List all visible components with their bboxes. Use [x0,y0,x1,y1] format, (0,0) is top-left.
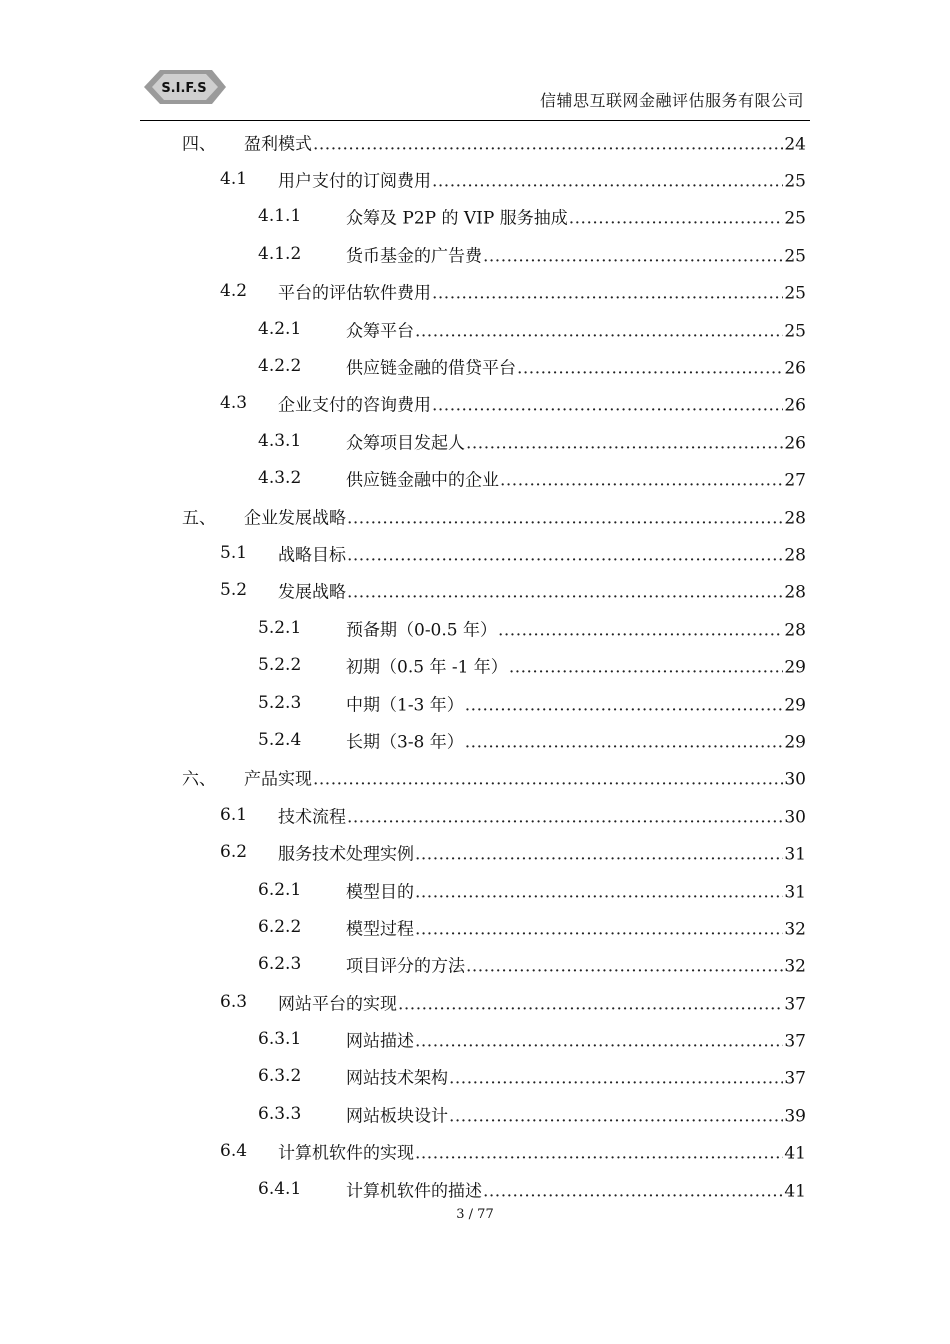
toc-entry-line [346,1027,806,1052]
toc-entry[interactable] [0,572,950,609]
toc-entry-line [346,727,806,752]
toc-entry-number: 5.1 [220,542,248,563]
toc-entry-line [244,765,806,790]
toc-entry-line [346,466,806,491]
toc-entry-line [346,877,806,902]
toc-entry-number: 5.2.2 [258,655,302,676]
toc-entry[interactable] [0,721,950,758]
toc-entry-number: 4.3 [220,393,248,414]
toc-entry-title: 计算机软件的描述 [346,1181,482,1202]
toc-entry-number: 6.2.3 [258,954,302,975]
toc-dot-leader [415,845,783,865]
toc-entry[interactable] [0,422,950,459]
company-name: 信辅思互联网金融评估服务有限公司 [539,91,804,110]
toc-entry[interactable] [0,871,950,908]
toc-entry-title: 计算机软件的实现 [278,1143,414,1164]
toc-entry-title: 供应链金融中的企业 [346,470,499,491]
toc-entry-line [346,1101,806,1126]
toc-dot-leader [498,620,783,640]
toc-entry-page: 25 [784,171,806,192]
toc-entry-title: 预备期（0-0.5 年） [346,620,497,641]
toc-entry[interactable] [0,198,950,235]
toc-entry-title: 众筹及 P2P 的 VIP 服务抽成 [346,208,568,229]
toc-entry-title: 模型目的 [346,882,414,902]
toc-entry[interactable] [0,123,950,160]
toc-entry-number: 四、 [182,134,216,155]
toc-entry-page: 37 [784,1068,806,1089]
toc-entry-page: 37 [784,994,806,1015]
toc-entry-page: 32 [784,956,806,977]
toc-entry-line [278,540,806,565]
toc-entry-page: 30 [784,769,806,790]
toc-dot-leader [483,246,783,266]
toc-entry-title: 众筹平台 [346,321,414,342]
toc-dot-leader [483,1181,783,1201]
toc-dot-leader [313,134,783,154]
toc-dot-leader [415,321,783,341]
toc-dot-leader [432,172,783,192]
toc-entry[interactable] [0,160,950,197]
toc-entry[interactable] [0,1170,950,1207]
toc-entry-title: 项目评分的方法 [346,956,465,977]
toc-dot-leader [509,658,784,678]
toc-entry-number: 6.4 [220,1141,248,1162]
toc-entry-title: 网站平台的实现 [278,994,397,1015]
toc-entry-page: 32 [784,919,806,940]
toc-entry-title: 用户支付的订阅费用 [278,171,431,192]
toc-entry-line [346,428,806,453]
toc-entry-line [278,279,806,304]
toc-entry-number: 6.2.1 [258,879,302,900]
toc-dot-leader [500,471,783,491]
toc-entry-number: 4.1.1 [258,206,302,227]
toc-entry-number: 6.1 [220,804,248,825]
toc-entry-page: 29 [784,695,806,716]
toc-entry[interactable] [0,609,950,646]
toc-entry-line [244,503,806,528]
toc-dot-leader [398,994,783,1014]
toc-entry-line [278,391,806,416]
toc-entry-title: 供应链金融的借贷平台 [346,358,516,379]
toc-entry[interactable] [0,497,950,534]
toc-entry-title: 平台的评估软件费用 [278,283,431,304]
toc-entry-line [278,1139,806,1164]
toc-dot-leader [449,1106,783,1126]
toc-entry-page: 28 [784,545,806,566]
toc-entry[interactable] [0,310,950,347]
toc-entry-title: 网站描述 [346,1031,414,1052]
toc-dot-leader [465,732,784,752]
toc-dot-leader [432,284,783,304]
toc-entry-title: 企业支付的咨询费用 [278,395,431,416]
toc-entry-number: 5.2.4 [258,729,302,750]
toc-entry-page: 29 [784,732,806,753]
toc-entry-number: 5.2.3 [258,692,302,713]
toc-entry-page: 31 [784,844,806,865]
toc-dot-leader [432,396,783,416]
toc-entry-line [346,914,806,939]
toc-dot-leader [466,433,783,453]
toc-entry-page: 41 [784,1143,806,1164]
toc-dot-leader [347,583,783,603]
toc-entry[interactable] [0,534,950,571]
toc-dot-leader [415,919,783,939]
toc-entry[interactable] [0,460,950,497]
toc-entry-line [346,690,806,715]
toc-entry-number: 5.2 [220,580,248,601]
toc-entry[interactable] [0,1020,950,1057]
toc-entry-page: 41 [784,1181,806,1202]
toc-entry-line [346,204,806,229]
toc-entry-page: 27 [784,470,806,491]
toc-entry-number: 4.3.2 [258,468,302,489]
toc-entry-title: 中期（1-3 年） [346,695,464,716]
toc-entry-number: 4.1.2 [258,243,302,264]
toc-entry-title: 盈利模式 [244,134,312,155]
toc-entry-line [346,1176,806,1201]
toc-entry[interactable] [0,1095,950,1132]
toc-entry-number: 6.4.1 [258,1178,302,1199]
toc-entry-number: 4.2 [220,281,248,302]
toc-entry[interactable] [0,1058,950,1095]
toc-entry-title: 众筹项目发起人 [346,433,465,454]
toc-entry-page: 26 [784,358,806,379]
toc-entry-line [244,129,806,154]
toc-entry-line [346,653,806,678]
toc-entry[interactable] [0,646,950,683]
toc-dot-leader [313,770,783,790]
toc-entry-number: 五、 [182,508,216,529]
toc-entry-number: 6.2.2 [258,916,302,937]
toc-entry-title: 网站技术架构 [346,1068,448,1089]
toc-entry[interactable] [0,946,950,983]
toc-entry-title: 初期（0.5 年 -1 年） [346,657,508,678]
toc-entry-page: 39 [784,1106,806,1127]
toc-entry-line [278,167,806,192]
toc-entry-title: 战略目标 [278,545,346,566]
svg-text:S.I.F.S: S.I.F.S [161,81,207,96]
toc-entry-page: 25 [784,283,806,304]
toc-entry-number: 6.3.3 [258,1103,302,1124]
toc-entry-page: 30 [784,807,806,828]
toc-dot-leader [347,545,783,565]
toc-entry-title: 发展战略 [278,582,346,603]
toc-dot-leader [347,807,783,827]
toc-entry-line [346,615,806,640]
toc-dot-leader [415,882,783,902]
toc-dot-leader [449,1069,783,1089]
toc-entry-line [346,241,806,266]
toc-entry-title: 服务技术处理实例 [278,844,414,865]
toc-dot-leader [415,1144,783,1164]
toc-dot-leader [466,957,783,977]
toc-dot-leader [569,209,784,229]
toc-entry[interactable] [0,759,950,796]
toc-dot-leader [347,508,783,528]
toc-entry-page: 24 [784,134,806,155]
toc-entry-number: 4.2.2 [258,356,302,377]
toc-entry-number: 6.2 [220,842,248,863]
toc-entry-line [346,354,806,379]
toc-entry-line [278,989,806,1014]
toc-entry-page: 28 [784,620,806,641]
header-divider [140,120,810,121]
toc-entry-line [278,802,806,827]
toc-entry[interactable] [0,1133,950,1170]
toc-entry-title: 产品实现 [244,769,312,790]
toc-entry-title: 模型过程 [346,919,414,940]
toc-entry-title: 长期（3-8 年） [346,732,464,753]
toc-entry-page: 25 [784,246,806,267]
toc-entry-page: 29 [784,657,806,678]
toc-entry-line [346,1064,806,1089]
toc-entry-page: 25 [784,321,806,342]
toc-entry-line [346,952,806,977]
toc-entry-page: 37 [784,1031,806,1052]
toc-entry-line [346,316,806,341]
toc-entry[interactable] [0,273,950,310]
toc-entry[interactable] [0,385,950,422]
toc-entry-page: 28 [784,582,806,603]
toc-entry-page: 25 [784,208,806,229]
toc-entry-number: 6.3.2 [258,1066,302,1087]
toc-dot-leader [465,695,784,715]
toc-entry-line [278,840,806,865]
toc-entry-page: 31 [784,882,806,902]
toc-entry-title: 网站板块设计 [346,1106,448,1127]
toc-entry-page: 26 [784,395,806,416]
toc-entry-title: 企业发展战略 [244,508,346,529]
toc-entry[interactable] [0,908,950,945]
toc-entry[interactable] [0,235,950,272]
toc-entry-title: 技术流程 [278,807,346,828]
page-indicator: 3 / 77 [456,1207,494,1222]
toc-entry-number: 6.3.1 [258,1029,302,1050]
toc-dot-leader [415,1032,783,1052]
toc-entry-number: 4.1 [220,169,248,190]
toc-entry[interactable] [0,684,950,721]
toc-entry-title: 货币基金的广告费 [346,246,482,267]
toc-entry-number: 六、 [182,769,216,790]
toc-dot-leader [517,359,783,379]
toc-entry[interactable] [0,983,950,1020]
toc-entry-number: 4.3.1 [258,430,302,451]
toc-entry-page: 28 [784,508,806,529]
toc-entry-number: 6.3 [220,991,248,1012]
table-of-contents [0,123,950,1207]
toc-entry-line [278,578,806,603]
toc-entry-page: 26 [784,433,806,454]
toc-entry[interactable] [0,796,950,833]
company-logo [140,62,228,112]
toc-entry[interactable] [0,833,950,870]
toc-entry-number: 4.2.1 [258,318,302,339]
toc-entry-number: 5.2.1 [258,617,302,638]
toc-entry[interactable] [0,347,950,384]
